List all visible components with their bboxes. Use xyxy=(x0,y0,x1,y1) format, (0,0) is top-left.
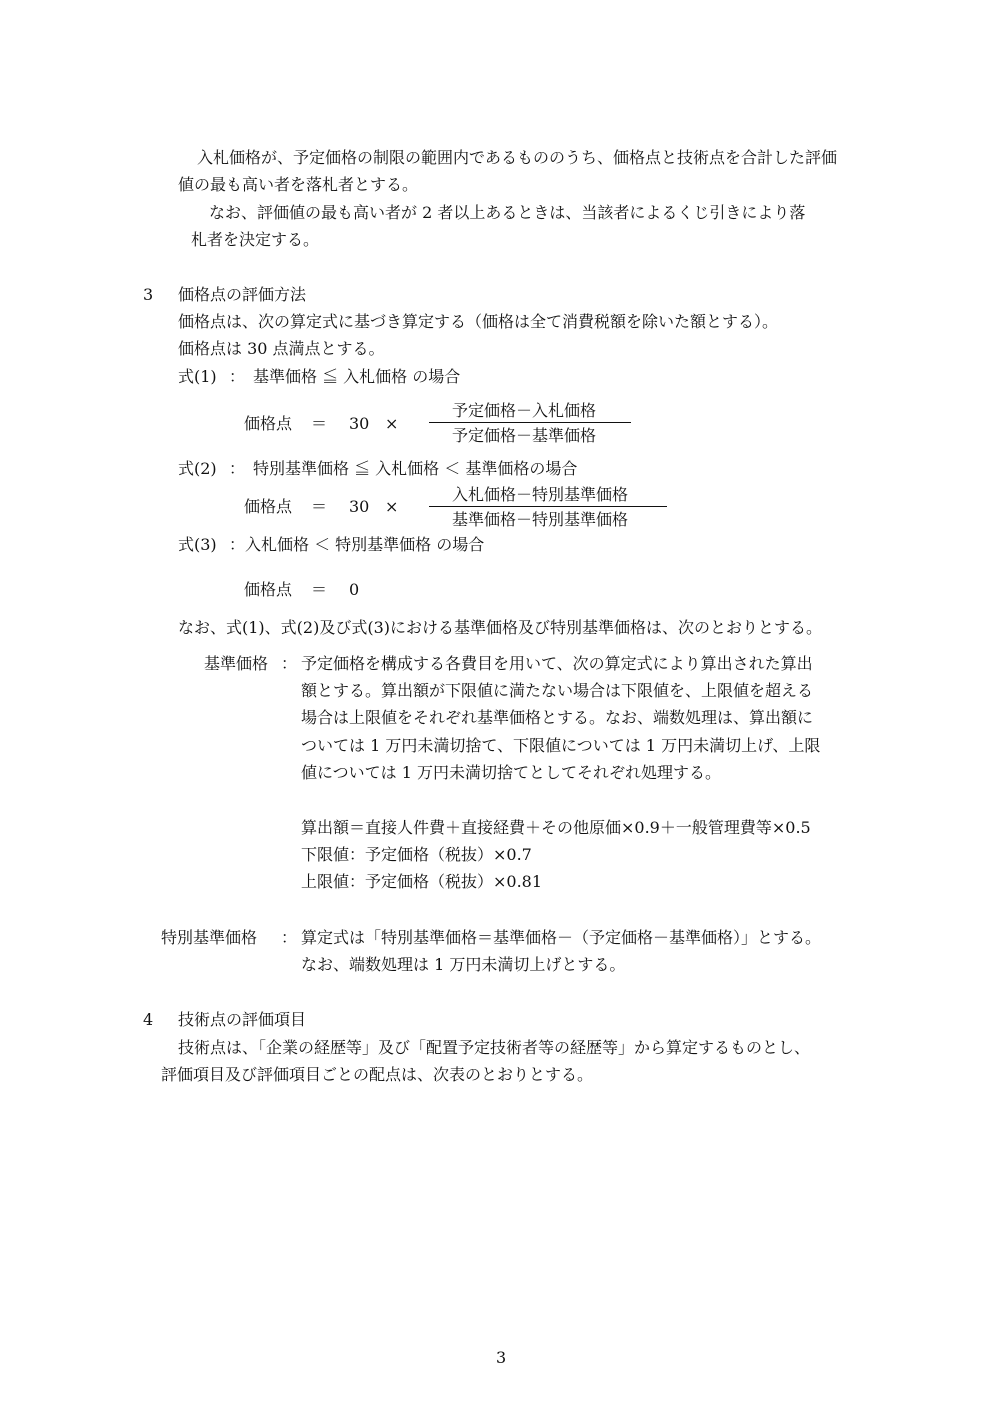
definition-line: 予定価格を構成する各費目を用いて、次の算定式により算出された算出 xyxy=(301,654,813,673)
section-number: 4 xyxy=(143,1010,154,1029)
formula-condition: 入札価格 ＜ 特別基準価格 の場合 xyxy=(245,535,485,554)
formula-label: 式(3) xyxy=(178,535,217,554)
fraction-bar xyxy=(429,506,667,507)
formula-lhs: 価格点 xyxy=(244,497,293,516)
formula-condition: 基準価格 ≦ 入札価格 の場合 xyxy=(253,367,461,386)
definition-line: 値については 1 万円未満切捨てとしてそれぞれ処理する。 xyxy=(301,763,722,782)
section-title: 技術点の評価項目 xyxy=(178,1010,307,1029)
formula-coefficient: 30 xyxy=(349,497,370,516)
formula-condition: 特別基準価格 ≦ 入札価格 ＜ 基準価格の場合 xyxy=(253,459,578,478)
calc-line: 下限値：予定価格（税抜）×0.7 xyxy=(301,845,532,864)
formula-numerator: 予定価格－入札価格 xyxy=(452,401,597,420)
formula-colon: ： xyxy=(229,367,246,386)
section-number: 3 xyxy=(143,285,154,304)
section-intro-line: 価格点は、次の算定式に基づき算定する（価格は全て消費税額を除いた額とする）。 xyxy=(178,312,779,331)
formula-denominator: 予定価格－基準価格 xyxy=(452,426,597,445)
formula-colon: ： xyxy=(229,535,246,554)
formula-coefficient: 30 xyxy=(349,414,370,433)
formula-equals: ＝ xyxy=(311,414,328,433)
page-number: 3 xyxy=(496,1348,507,1367)
formula-denominator: 基準価格－特別基準価格 xyxy=(452,510,629,529)
formula-label: 式(2) xyxy=(178,459,217,478)
section-body-line: 技術点は、「企業の経歴等」及び「配置予定技術者等の経歴等」から算定するものとし、 xyxy=(178,1038,811,1057)
formula-lhs: 価格点 xyxy=(244,580,293,599)
calc-line: 算出額＝直接人件費＋直接経費＋その他原価×0.9＋一般管理費等×0.5 xyxy=(301,818,811,837)
definition-term: 特別基準価格 xyxy=(161,928,258,947)
formula-numerator: 入札価格－特別基準価格 xyxy=(452,485,629,504)
definition-colon: ： xyxy=(281,928,298,947)
formula-times: × xyxy=(385,497,399,516)
fraction-bar xyxy=(429,422,631,423)
formula-value: 0 xyxy=(349,580,360,599)
paragraph-line: 札者を決定する。 xyxy=(191,230,320,249)
paragraph-line: 値の最も高い者を落札者とする。 xyxy=(178,175,419,194)
formula-colon: ： xyxy=(229,459,246,478)
section-intro-line: 価格点は 30 点満点とする。 xyxy=(178,339,385,358)
formula-equals: ＝ xyxy=(311,580,328,599)
section-body-line: 評価項目及び評価項目ごとの配点は、次表のとおりとする。 xyxy=(161,1065,594,1084)
definition-line: 算定式は「特別基準価格＝基準価格－（予定価格－基準価格）」とする。 xyxy=(301,928,822,947)
note-line: なお、式(1)、式(2)及び式(3)における基準価格及び特別基準価格は、次のとおりとする。 xyxy=(178,618,822,637)
section-title: 価格点の評価方法 xyxy=(178,285,307,304)
definition-line: ついては 1 万円未満切捨て、下限値については 1 万円未満切上げ、上限 xyxy=(301,736,821,755)
paragraph-line: 入札価格が、予定価格の制限の範囲内であるもののうち、価格点と技術点を合計した評価 xyxy=(197,148,838,167)
calc-line: 上限値：予定価格（税抜）×0.81 xyxy=(301,872,543,891)
paragraph-line: なお、評価値の最も高い者が 2 者以上あるときは、当該者によるくじ引きにより落 xyxy=(209,203,806,222)
definition-line: 額とする。算出額が下限値に満たない場合は下限値を、上限値を超える xyxy=(301,681,814,700)
formula-times: × xyxy=(385,414,399,433)
definition-term: 基準価格 xyxy=(204,654,269,673)
formula-lhs: 価格点 xyxy=(244,414,293,433)
formula-equals: ＝ xyxy=(311,497,328,516)
formula-label: 式(1) xyxy=(178,367,217,386)
definition-line: 場合は上限値をそれぞれ基準価格とする。なお、端数処理は、算出額に xyxy=(301,708,814,727)
definition-line: なお、端数処理は 1 万円未満切上げとする。 xyxy=(301,955,626,974)
definition-colon: ： xyxy=(281,654,298,673)
